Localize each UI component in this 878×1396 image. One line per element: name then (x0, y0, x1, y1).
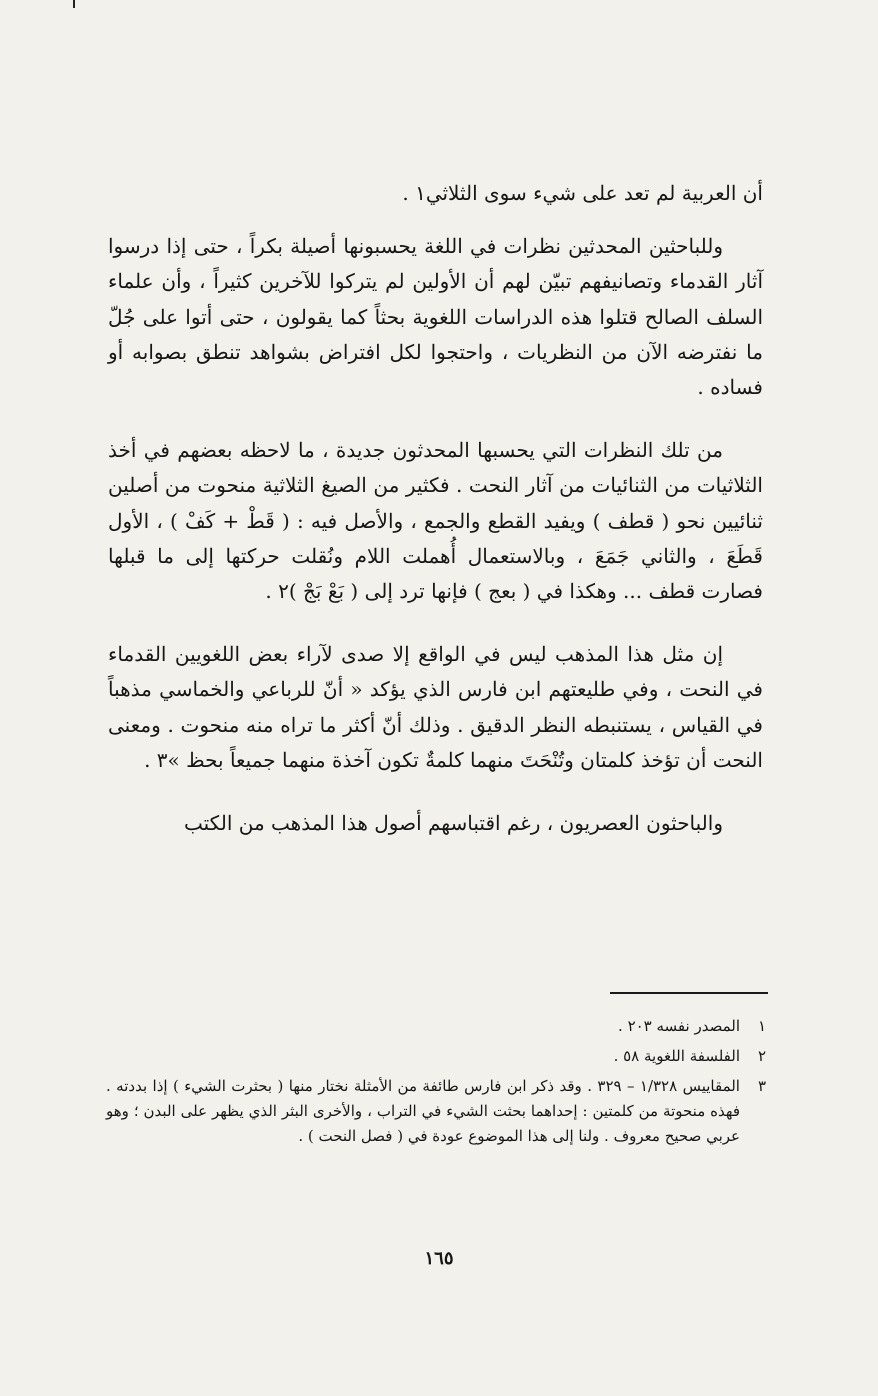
footnote-text: الفلسفة اللغوية ٥٨ . (613, 1047, 740, 1065)
paragraph-5: والباحثون العصريون ، رغم اقتباسهم أصول هذا المذهب من الكتب (184, 811, 723, 836)
footnote-number: ٢ (757, 1047, 766, 1065)
footnote-divider (610, 992, 768, 994)
paragraph-4: إن مثل هذا المذهب ليس في الواقع إلا صدى لآراء بعض اللغويين القدماء في النحت ، وفي طليعتهم ابن فارس الذي يؤكد « أنّ للرباعي والخماسي مذهباً في القياس ، يستنبطه النظر الدقيق . وذلك أنّ أكثر ما تراه منه منحوت . ومعنى النحت أن تؤخذ كلمتان وتُنْحَتَ منهما كلمةٌ تكون آخذة منهما جميعاً بحظ »٣ . (108, 642, 763, 772)
footnote-number: ١ (757, 1017, 766, 1035)
footnote-3 (106, 1074, 766, 1149)
paragraph-1: أن العربية لم تعد على شيء سوى الثلاثي١ . (402, 181, 763, 205)
footnotes (106, 1014, 766, 1154)
footnote-text: المصدر نفسه ٢٠٣ . (618, 1017, 740, 1035)
footnote-number: ٣ (757, 1077, 766, 1095)
scan-corner-mark (73, 0, 75, 8)
body-text (108, 176, 763, 869)
paragraph-2: وللباحثين المحدثين نظرات في اللغة يحسبونها أصيلة بكراً ، حتى إذا درسوا آثار القدماء وتصانيفهم تبيّن لهم أن الأولين لم يتركوا للآخرين كثيراً ، وأن علماء السلف الصالح قتلوا هذه الدراسات اللغوية بحثاً كما يقولون ، حتى أتوا على جُلّ ما نفترضه الآن من النظريات ، واحتجوا لكل افتراض بشواهد تنطق بصوابه أو فساده . (108, 234, 763, 400)
footnote-2 (106, 1044, 766, 1069)
footnote-1 (106, 1014, 766, 1039)
page-number: ١٦٥ (424, 1248, 454, 1269)
paragraph-3: من تلك النظرات التي يحسبها المحدثون جديدة ، ما لاحظه بعضهم في أخذ الثلاثيات من الثنائيات من آثار النحت . فكثير من الصيغ الثلاثية منحوت من أصلين ثنائيين نحو ( قطف ) ويفيد القطع والجمع ، والأصل فيه : ( قَطْ + كَفْ ) ، الأول قَطَعَ ، والثاني جَمَعَ ، وبالاستعمال أُهملت اللام ونُقلت حركتها إلى ما قبلها فصارت قطف ... وهكذا في ( بعج ) فإنها ترد إلى ( بَعْ بَجْ )٢ . (108, 438, 763, 604)
footnote-text: المقاييس ١/٣٢٨ – ٣٢٩ . وقد ذكر ابن فارس طائفة من الأمثلة نختار منها ( بحثرت الشيء ) إذا بددته . فهذه منحوتة من كلمتين : إحداهما بحثت الشيء في التراب ، والأخرى البثر الذي يظهر على البدن ؛ وهو عربي صحيح معروف . ولنا إلى هذا الموضوع عودة في ( فصل النحت ) . (106, 1077, 740, 1145)
